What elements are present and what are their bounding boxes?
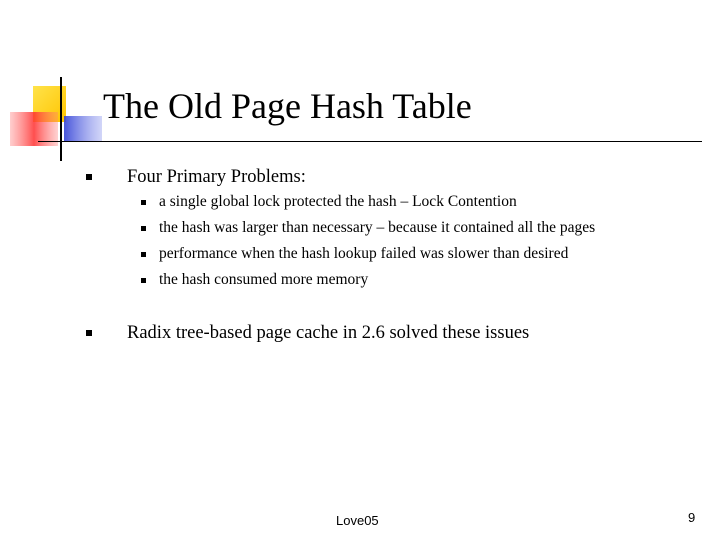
bullet-square-icon — [86, 330, 92, 336]
page-number: 9 — [688, 510, 696, 525]
slide-logo — [0, 0, 110, 170]
bullet-square-icon — [86, 174, 92, 180]
sub-bullet-square-icon — [141, 200, 146, 205]
logo-blue-bar — [64, 116, 102, 142]
bullet-1-text: Four Primary Problems: — [127, 167, 306, 187]
sub-bullet-2-text: the hash was larger than necessary – because it contained all the pages — [159, 219, 596, 236]
logo-vertical-line — [60, 77, 62, 161]
sub-bullet-4-text: the hash consumed more memory — [159, 271, 369, 288]
sub-bullet-square-icon — [141, 226, 146, 231]
sub-bullet-1-text: a single global lock protected the hash – Lock Contention — [159, 193, 517, 210]
sub-bullet-3-text: performance when the hash lookup failed was slower than desired — [159, 245, 569, 262]
title-underline — [38, 141, 702, 142]
slide-title: The Old Page Hash Table — [103, 86, 472, 126]
bullet-2-text: Radix tree-based page cache in 2.6 solved these issues — [127, 323, 530, 343]
slide-footer: Love05 — [336, 513, 379, 528]
sub-bullet-square-icon — [141, 278, 146, 283]
sub-bullet-square-icon — [141, 252, 146, 257]
